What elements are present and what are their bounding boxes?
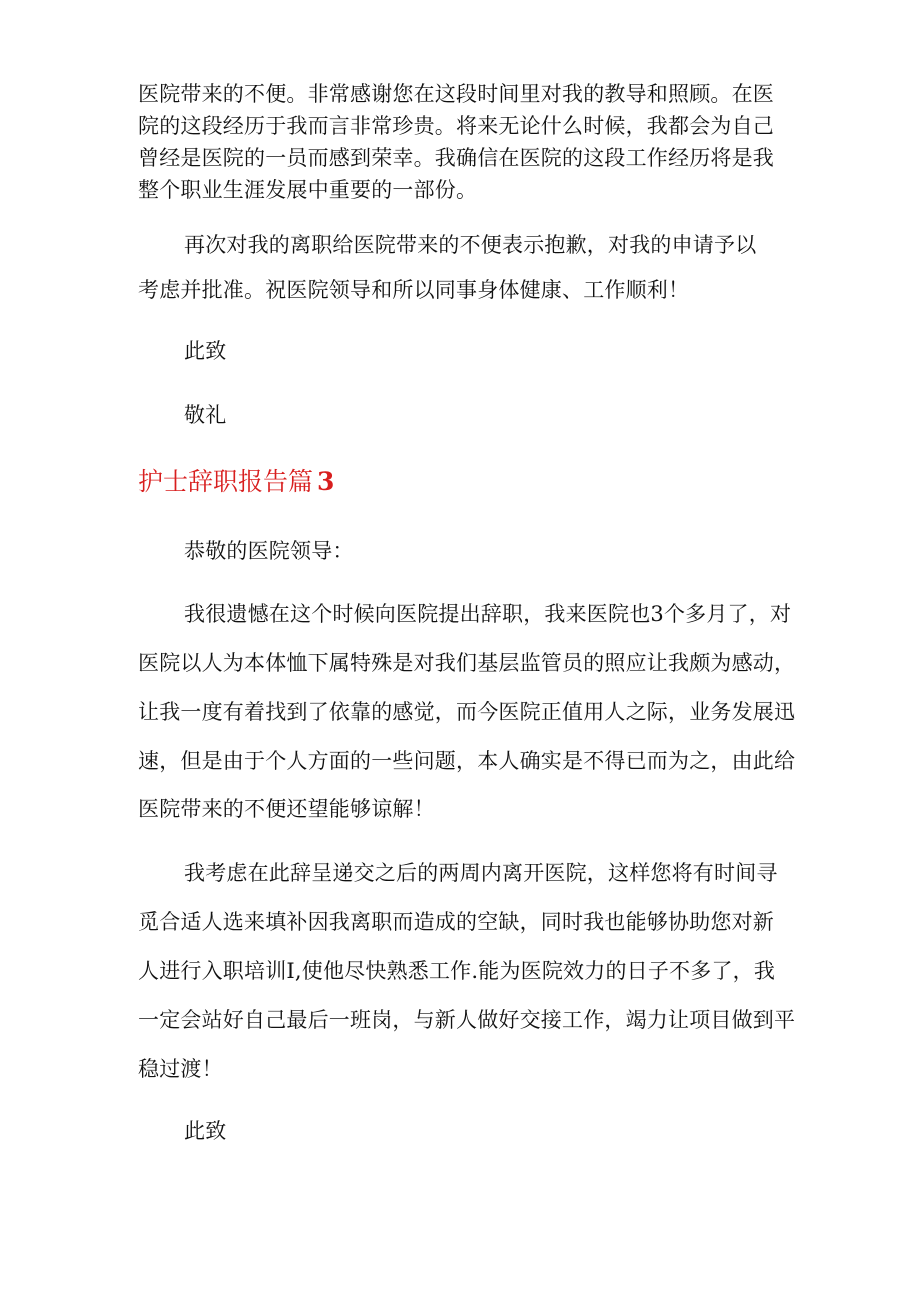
- intro-line-3: 曾经是医院的一员而感到荣幸。我确信在医院的这段工作经历将是我: [138, 146, 774, 170]
- closing-jingli: 敬礼: [184, 403, 227, 427]
- para1-line-4: 速，但是由于个人方面的一些问题，本人确实是不得已而为之，由此给: [138, 749, 796, 773]
- para2-line-1: 我考虑在此辞呈递交之后的两周内离开医院，这样您将有时间寻: [184, 861, 778, 885]
- apology-line-1: 再次对我的离职给医院带来的不便表示抱歉，对我的申请予以: [184, 233, 757, 257]
- intro-line-1: 医院带来的不便。非常感谢您在这段时间里对我的教导和照顾。在医: [138, 82, 774, 106]
- apology-line-2: 考虑并批准。祝医院领导和所以同事身体健康、工作顺利！: [138, 278, 690, 302]
- intro-line-4: 整个职业生涯发展中重要的一部份。: [138, 178, 478, 202]
- para2-line-2: 觅合适人选来填补因我离职而造成的空缺，同时我也能够协助您对新: [138, 910, 774, 934]
- para1-line-1: 我很遗憾在这个时候向医院提出辞职，我来医院也3个多月了，对: [184, 602, 792, 626]
- para1-line-3: 让我一度有着找到了依靠的感觉，而今医院正值用人之际，业务发展迅: [138, 700, 796, 724]
- closing-cizhi: 此致: [184, 339, 227, 363]
- para1-line-5: 医院带来的不便还望能够谅解！: [138, 797, 435, 821]
- intro-line-2: 院的这段经历于我而言非常珍贵。将来无论什么时候，我都会为自己: [138, 114, 774, 138]
- para1-line-2: 医院以人为本体恤下属特殊是对我们基层监管员的照应让我颇为感动，: [138, 651, 796, 675]
- para2-line-4: 一定会站好自己最后一班岗，与新人做好交接工作，竭力让项目做到平: [138, 1008, 796, 1032]
- section-heading: [138, 466, 334, 498]
- para2-line-5: 稳过渡！: [138, 1057, 223, 1081]
- section-title: 护士辞职报告篇: [138, 467, 314, 496]
- salutation: 恭敬的医院领导：: [184, 539, 354, 563]
- para2-line-3: 人进行入职培训I,使他尽快熟悉工作.能为医院效力的日子不多了，我: [138, 959, 776, 983]
- section-number: 3: [317, 467, 335, 496]
- closing-cizhi-2: 此致: [184, 1119, 227, 1143]
